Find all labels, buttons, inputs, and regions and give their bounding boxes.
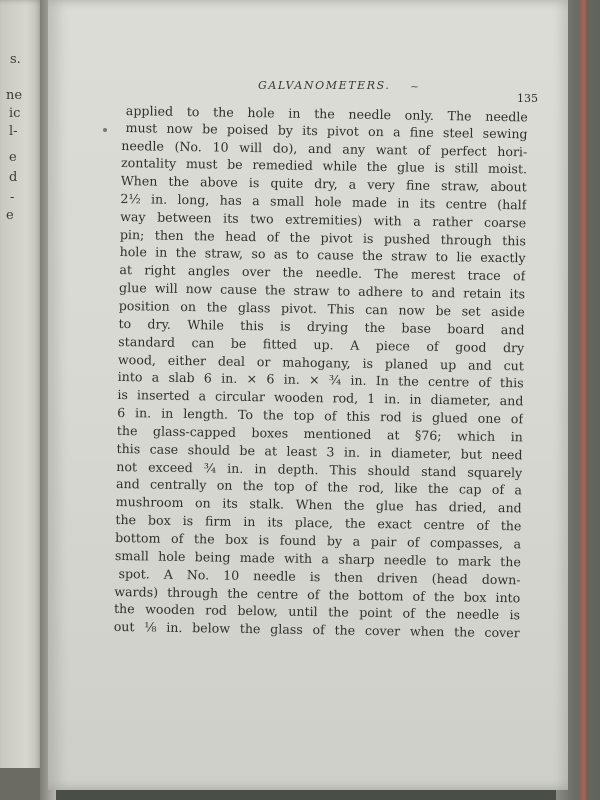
text-line: to dry. While this is drying the base board and	[118, 315, 525, 338]
left-page-edge	[0, 0, 44, 800]
text-line: 2½ in. long, has a small hole made in its centre (half	[120, 190, 527, 213]
text-line: small hole being made with a sharp needle to mark the	[114, 547, 521, 570]
running-title: GALVANOMETERS.	[258, 79, 391, 92]
text-line: glue will now cause the straw to adhere to and retain its	[118, 280, 526, 302]
text-line: mushroom on its stalk. When the glue has dried, and	[115, 494, 522, 516]
left-page-fragment: e	[6, 208, 14, 223]
text-line: the wooden rod below, until the point of the needle is	[113, 601, 521, 623]
text-line: zontality must be remedied while the glue is still moist.	[120, 154, 528, 177]
text-line: into a slab 6 in. × 6 in. × ¾ in. In the centre of this	[117, 369, 524, 391]
text-line: is inserted a circular wooden rod, 1 in. in diameter, and	[117, 387, 524, 409]
left-page-fragment: d	[9, 170, 18, 185]
text-line: spot. A No. 10 needle is then driven (head down-	[118, 565, 521, 588]
left-page-fragment: l-	[9, 124, 18, 139]
text-line: hole in the straw, so as to cause the straw to lie exactly	[119, 244, 526, 266]
text-line: out ⅛ in. below the glass of the cover when the cover	[113, 619, 520, 641]
text-line: applied to the hole in the needle only. The needle	[125, 103, 528, 125]
text-line: the glass-capped boxes mentioned at §76; which in	[116, 422, 523, 445]
text-line: standard can be fitted up. A piece of good dry	[118, 333, 525, 355]
page-number: 135	[517, 92, 538, 105]
text-line: needle (No. 10 will do), and any want of perfect hori-	[121, 137, 528, 160]
text-line: 6 in. in length. To the top of this rod is glued one of	[117, 404, 524, 427]
book-page	[48, 0, 568, 790]
body-text	[113, 103, 542, 690]
left-page-fragment: s.	[10, 52, 21, 67]
text-line: and centrally on the top of the rod, like the cap of a	[115, 476, 523, 498]
text-line: way between its two extremities) with a rather coarse	[120, 208, 527, 231]
text-line: must now be poised by its pivot on a fine steel sewing	[125, 120, 528, 142]
text-line: bottom of the box is found by a pair of compasses, a	[115, 529, 522, 552]
cover-red-binding	[580, 0, 588, 800]
text-line: the box is firm in its place, the exact centre of the	[115, 512, 522, 534]
text-line: wards) through the centre of the bottom of the box into	[114, 583, 521, 605]
margin-speck	[103, 128, 107, 132]
text-line: position on the glass pivot. This can now be set aside	[118, 297, 525, 320]
text-line: this case should be at least 3 in. in diameter, but need	[116, 440, 523, 463]
left-page-fragment: ic	[9, 106, 21, 121]
text-line: not exceed ¾ in. in depth. This should stand squarely	[116, 458, 523, 480]
ornament-mark: ~	[410, 80, 420, 93]
text-line: at right angles over the needle. The merest trace of	[119, 262, 526, 284]
left-page-fragment: -	[10, 190, 15, 205]
text-line: wood, either deal or mahogany, is planed up and cut	[117, 351, 525, 373]
left-page-fragment: e	[9, 150, 17, 165]
text-line: pin; then the head of the pivot is pushed through this	[119, 226, 527, 248]
left-page-fragment: ne	[6, 88, 23, 103]
text-line: When the above is quite dry, a very fine straw, about	[120, 172, 527, 195]
